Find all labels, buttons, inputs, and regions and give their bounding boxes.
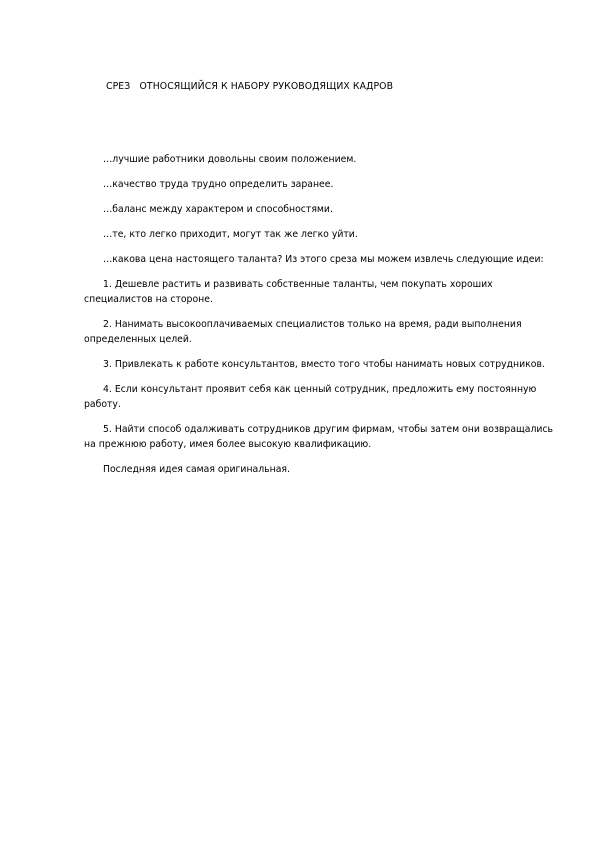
list-item-5: 5. Найти способ одалживать сотрудников другим фирмам, чтобы затем они возвращались на прежнюю работу, имея более высокую квалификацию. <box>84 424 554 450</box>
list-item-3: 3. Привлекать к работе консультантов, вместо того чтобы нанимать новых сотрудников. <box>103 359 545 370</box>
paragraph-easy-come-go: …те, кто легко приходит, могут так же легко уйти. <box>103 229 358 240</box>
document-title: СРЕЗ ОТНОСЯЩИЙСЯ К НАБОРУ РУКОВОДЯЩИХ КАДРОВ <box>106 81 394 92</box>
list-item-4: 4. Если консультант проявит себя как ценный сотрудник, предложить ему постоянную работу. <box>84 384 537 410</box>
list-item-2: 2. Нанимать высокооплачиваемых специалистов только на время, ради выполнения определенных целей. <box>84 319 522 345</box>
list-item-1: 1. Дешевле растить и развивать собственные таланты, чем покупать хороших специалистов на стороне. <box>84 279 493 305</box>
paragraph-talent-price: …какова цена настоящего таланта? Из этого среза мы можем извлечь следующие идеи: <box>103 254 544 265</box>
document-body <box>84 152 554 487</box>
paragraph-character-balance: …баланс между характером и способностями. <box>103 204 333 215</box>
paragraph-best-workers: …лучшие работники довольны своим положением. <box>103 154 357 165</box>
paragraph-work-quality: …качество труда трудно определить заранее. <box>103 179 334 190</box>
paragraph-conclusion: Последняя идея самая оригинальная. <box>103 464 290 475</box>
